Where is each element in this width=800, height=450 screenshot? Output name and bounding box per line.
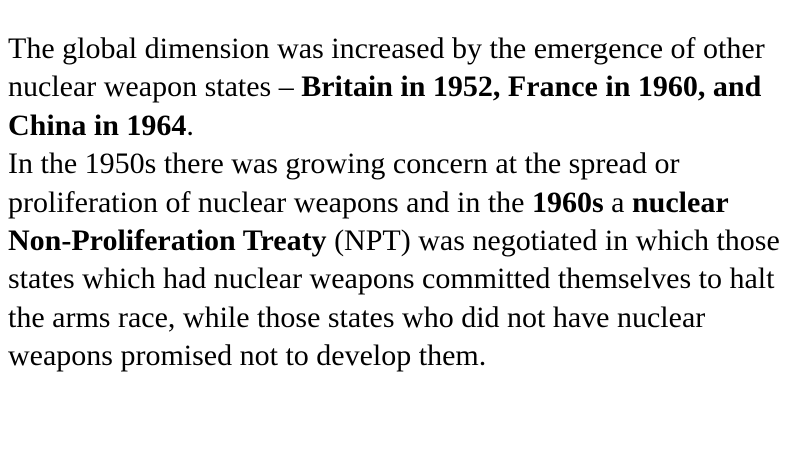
paragraph-nuclear-states: [8, 30, 798, 145]
paragraph2-bold-decade: 1960s: [531, 185, 604, 219]
paragraph2-text-1: In the 1950s there was growing concern at the spread or proliferation of nuclear weapons and in the: [8, 147, 680, 219]
slide-text-body: [8, 30, 798, 376]
paragraph2-text-3: (NPT) was negotiated in which those states which had nuclear weapons committed themselves to halt the arms race, while those states who did not have nuclear weapons promised not to develop them.: [8, 224, 780, 373]
paragraph2-text-2: a: [603, 185, 632, 219]
paragraph-npt: [8, 145, 798, 375]
paragraph1-bold-dates: Britain in 1952, France in 1960, and China in 1964: [8, 70, 762, 142]
paragraph1-period: .: [186, 108, 194, 142]
paragraph2-bold-treaty: nuclear Non-Proliferation Treaty: [8, 185, 729, 258]
paragraph1-text: The global dimension was increased by the emergence of other nuclear weapon states –: [8, 32, 765, 104]
